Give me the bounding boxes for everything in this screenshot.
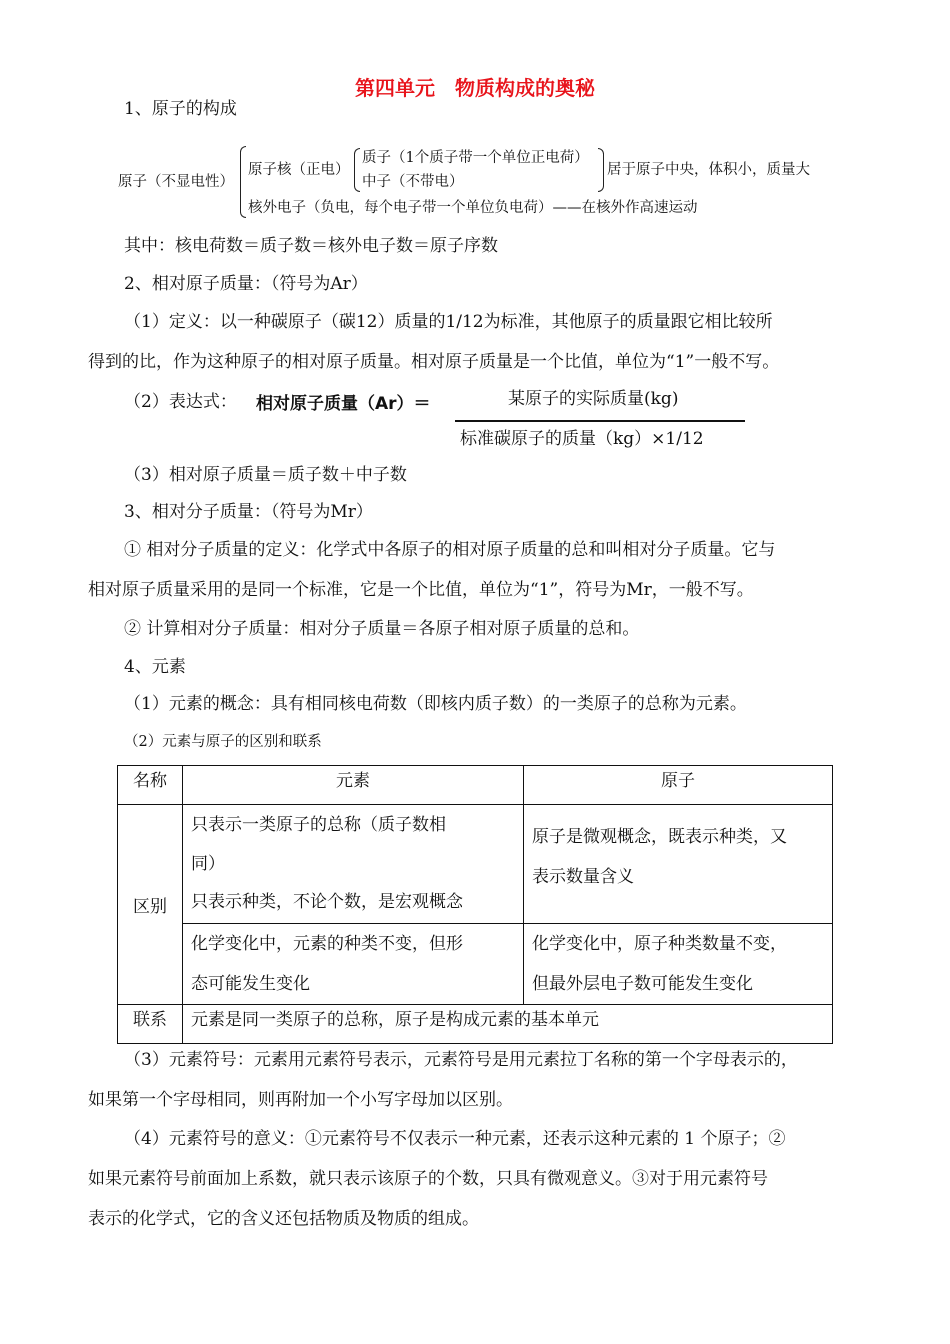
element-diff-text-2a: 化学变化中，元素的种类不变，但形 [191, 934, 463, 954]
symbol-line-1: （3）元素符号：元素用元素符号表示，元素符号是用元素拉丁名称的第一个字母表示的， [124, 1050, 798, 1070]
element-concept: （1）元素的概念：具有相同核电荷数（即核内质子数）的一类原子的总称为元素。 [124, 694, 747, 714]
atom-diff-text-2a: 化学变化中，原子种类数量不变， [532, 934, 787, 954]
atom-difference-cell-1 [524, 805, 833, 924]
page-title: 第四单元 物质构成的奥秘 [355, 76, 595, 100]
atom-diff-text-1b: 表示数量含义 [532, 867, 634, 887]
electron-label: 核外电子（负电，每个电子带一个单位负电荷）——在核外作高速运动 [248, 200, 698, 216]
element-diff-text-1a: 只表示一类原子的总称（质子数相 [191, 815, 446, 835]
symbol-line-2: 如果第一个字母相同，则再附加一个小写字母加以区别。 [88, 1090, 513, 1110]
relative-mass-formula: （3）相对原子质量＝质子数＋中子数 [124, 465, 407, 485]
expression-lhs: 相对原子质量（Ar）＝ [256, 394, 431, 414]
element-diff-text-1c: 只表示种类，不论个数，是宏观概念 [191, 892, 463, 912]
definition-line-1: （1）定义：以一种碳原子（碳12）质量的1/12为标准，其他原子的质量跟它相比较所 [124, 312, 773, 332]
meaning-line-2: 如果元素符号前面加上系数，就只表示该原子的个数，只具有微观意义。③对于用元素符号 [88, 1169, 768, 1189]
header-element: 元素 [183, 766, 524, 805]
section-4-heading: 4、元素 [124, 657, 186, 677]
fraction-numerator: 某原子的实际质量(kg) [508, 389, 679, 409]
element-difference-cell-1 [183, 805, 524, 924]
atom-difference-cell-2 [524, 924, 833, 1005]
fraction-denominator: 标准碳原子的质量（kg）×1/12 [460, 429, 704, 449]
meaning-line-3: 表示的化学式，它的含义还包括物质及物质的组成。 [88, 1209, 479, 1229]
atom-label: 原子（不显电性） [118, 174, 234, 190]
nucleus-note: 居于原子中央，体积小，质量大 [607, 162, 810, 178]
meaning-line-1: （4）元素符号的意义：①元素符号不仅表示一种元素，还表示这种元素的 1 个原子；② [124, 1129, 786, 1149]
row-label-link: 联系 [118, 1005, 183, 1044]
atom-diff-text-2b: 但最外层电子数可能发生变化 [532, 974, 753, 994]
charge-equation: 其中：核电荷数＝质子数＝核外电子数＝原子序数 [124, 236, 498, 256]
nucleus-brace [354, 148, 360, 192]
element-atom-table [117, 765, 833, 1044]
table-caption: （2）元素与原子的区别和联系 [124, 734, 322, 750]
section-3-heading: 3、相对分子质量：（符号为Mr） [124, 502, 373, 522]
proton-label: 质子（1个质子带一个单位正电荷） [362, 150, 589, 166]
element-diff-text-1b: 同） [191, 854, 225, 874]
expression-label: （2）表达式： [124, 392, 237, 412]
molecular-mass-definition-2: 相对原子质量采用的是同一个标准，它是一个比值，单位为“1”，符号为Mr，一般不写。 [88, 580, 754, 600]
neutron-label: 中子（不带电） [362, 174, 464, 190]
header-name: 名称 [118, 766, 183, 805]
section-2-heading: 2、相对原子质量：（符号为Ar） [124, 274, 368, 294]
definition-line-2: 得到的比，作为这种原子的相对原子质量。相对原子质量是一个比值，单位为“1”一般不写。 [88, 352, 780, 372]
header-atom: 原子 [524, 766, 833, 805]
molecular-mass-definition-1: ① 相对分子质量的定义：化学式中各原子的相对原子质量的总和叫相对分子质量。它与 [124, 540, 776, 560]
link-cell: 元素是同一类原子的总称，原子是构成元素的基本单元 [183, 1005, 833, 1044]
element-difference-cell-2 [183, 924, 524, 1005]
molecular-mass-calculation: ② 计算相对分子质量：相对分子质量＝各原子相对原子质量的总和。 [124, 619, 640, 639]
nucleus-close-brace [598, 148, 604, 192]
nucleus-label: 原子核（正电） [248, 162, 350, 178]
atom-diff-text-1a: 原子是微观概念，既表示种类，又 [532, 827, 787, 847]
atom-brace [240, 146, 246, 218]
section-1-heading: 1、原子的构成 [124, 99, 237, 119]
fraction-bar [455, 420, 745, 422]
element-diff-text-2b: 态可能发生变化 [191, 974, 310, 994]
row-label-difference: 区别 [118, 805, 183, 1005]
